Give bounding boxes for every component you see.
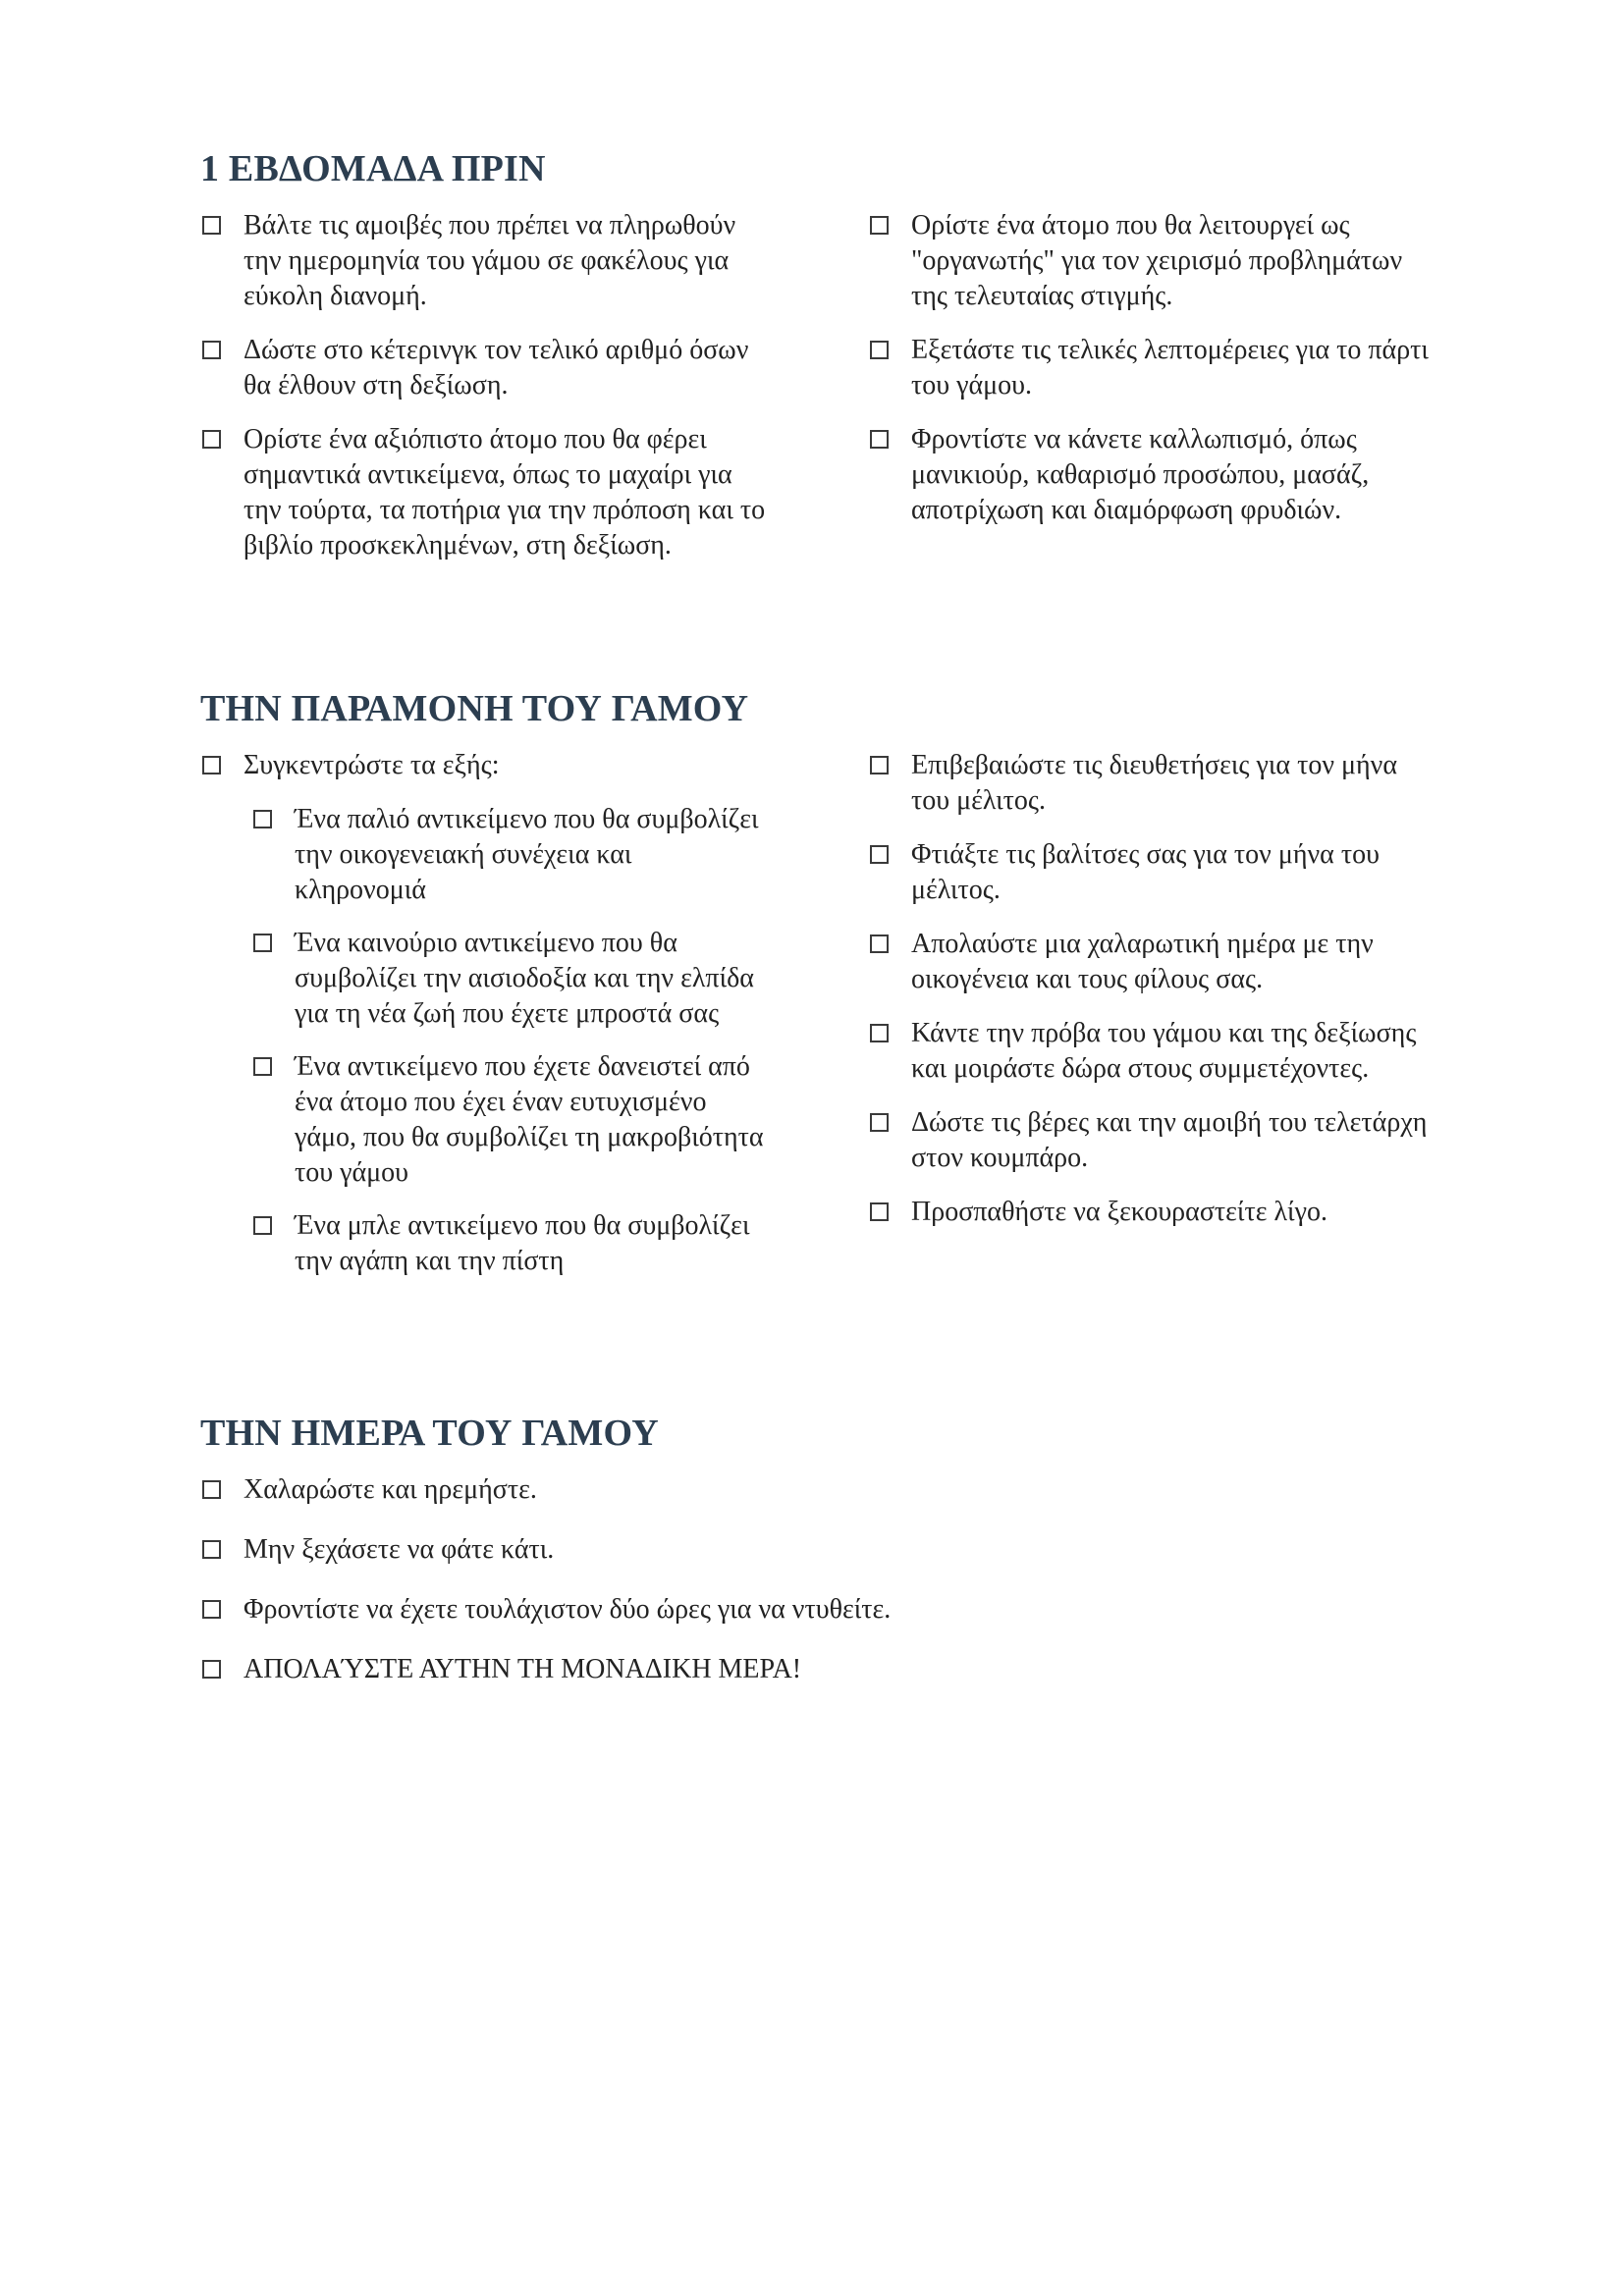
section-title: ΤΗΝ ΠΑΡΑΜΟΝΗ ΤΟΥ ΓΑΜΟΥ: [200, 688, 749, 729]
item-text: Ένα καινούριο αντικείμενο που θα συμβολίζει την αισιοδοξία και την ελπίδα για τη νέα ζωή που έχετε μπροστά σας: [295, 928, 754, 1029]
checkbox[interactable]: [870, 845, 889, 864]
checkbox[interactable]: [870, 756, 889, 774]
checkbox[interactable]: [870, 341, 889, 359]
item-text: Βάλτε τις αμοιβές που πρέπει να πληρωθούν την ημερομηνία του γάμου σε φακέλους για εύκολη διανομή.: [244, 210, 736, 311]
item-text: Ένα παλιό αντικείμενο που θα συμβολίζει την οικογενειακή συνέχεια και κληρονομιά: [295, 804, 759, 905]
checklist-item[interactable]: [868, 748, 1437, 819]
checkbox[interactable]: [202, 756, 221, 774]
checklist-item[interactable]: [200, 748, 770, 783]
checklist-item[interactable]: [868, 927, 1437, 997]
checklist-subitem[interactable]: [251, 1208, 770, 1279]
checkbox[interactable]: [870, 216, 889, 235]
checkbox[interactable]: [870, 430, 889, 449]
checklist-item[interactable]: [868, 1016, 1437, 1087]
checkbox[interactable]: [202, 216, 221, 235]
item-text: Κάντε την πρόβα του γάμου και της δεξίωσης και μοιράστε δώρα στους συμμετέχοντες.: [911, 1018, 1417, 1084]
checklist-item[interactable]: [200, 1532, 1280, 1568]
checkbox[interactable]: [870, 1024, 889, 1042]
item-text: Προσπαθήστε να ξεκουραστείτε λίγο.: [911, 1197, 1327, 1227]
right-column: [868, 748, 1437, 1249]
section-title: 1 ΕΒΔΟΜΑΔΑ ΠΡΙΝ: [200, 148, 546, 189]
checkbox[interactable]: [253, 810, 272, 828]
item-text: ΑΠΟΛΑΎΣΤΕ ΑΥΤΗΝ ΤΗ ΜΟΝΑΔΙΚΗ ΜΕΡΑ!: [244, 1654, 802, 1684]
section-title: ΤΗΝ ΗΜΕΡΑ ΤΟΥ ΓΑΜΟΥ: [200, 1413, 659, 1454]
section-columns: [200, 748, 1437, 1337]
item-text: Εξετάστε τις τελικές λεπτομέρειες για το πάρτι του γάμου.: [911, 335, 1429, 400]
item-text: Συγκεντρώστε τα εξής:: [244, 750, 500, 780]
item-text: Ένα αντικείμενο που έχετε δανειστεί από ένα άτομο που έχει έναν ευτυχισμένο γάμο, που θα συμβολίζει τη μακροβιότητα του γάμου: [295, 1051, 764, 1188]
item-text: Δώστε στο κέτερινγκ τον τελικό αριθμό όσων θα έλθουν στη δεξίωση.: [244, 335, 749, 400]
checklist-item[interactable]: [868, 837, 1437, 908]
checklist-item[interactable]: [200, 333, 770, 403]
section-columns: [200, 208, 1437, 620]
checklist-subitem[interactable]: [251, 926, 770, 1032]
checkbox[interactable]: [870, 1113, 889, 1132]
checklist-item[interactable]: [868, 333, 1437, 403]
checklist-subitem[interactable]: [251, 802, 770, 908]
checkbox[interactable]: [253, 1216, 272, 1235]
checkbox[interactable]: [870, 1202, 889, 1221]
checkbox[interactable]: [253, 1057, 272, 1076]
checkbox[interactable]: [202, 1660, 221, 1679]
full-column: [200, 1472, 1280, 1687]
checklist-item[interactable]: [868, 1195, 1437, 1230]
right-column: [868, 208, 1437, 547]
checklist-item[interactable]: [868, 1105, 1437, 1176]
item-text: Δώστε τις βέρες και την αμοιβή του τελετάρχη στον κουμπάρο.: [911, 1107, 1428, 1173]
item-text: Μην ξεχάσετε να φάτε κάτι.: [244, 1534, 555, 1565]
item-text: Ορίστε ένα άτομο που θα λειτουργεί ως "οργανωτής" για τον χειρισμό προβλημάτων της τελευταίας στιγμής.: [911, 210, 1403, 311]
checklist-item[interactable]: [868, 208, 1437, 314]
section-wedding-day: [200, 1412, 1437, 1712]
item-text: Επιβεβαιώστε τις διευθετήσεις για τον μήνα του μέλιτος.: [911, 750, 1397, 816]
checkbox[interactable]: [202, 1600, 221, 1619]
checklist-item[interactable]: [200, 1472, 1280, 1508]
item-text: Χαλαρώστε και ηρεμήστε.: [244, 1474, 537, 1505]
checklist-item[interactable]: [200, 1592, 1280, 1628]
item-text: Φροντίστε να κάνετε καλλωπισμό, όπως μανικιούρ, καθαρισμό προσώπου, μασάζ, αποτρίχωση και διαμόρφωση φρυδιών.: [911, 424, 1370, 525]
left-column: [200, 208, 770, 582]
checklist-subitem[interactable]: [251, 1049, 770, 1191]
checklist-item[interactable]: [200, 422, 770, 563]
item-text: Απολαύστε μια χαλαρωτική ημέρα με την οικογένεια και τους φίλους σας.: [911, 929, 1374, 994]
checklist-item[interactable]: [200, 1652, 1280, 1687]
checkbox[interactable]: [202, 341, 221, 359]
item-text: Φροντίστε να έχετε τουλάχιστον δύο ώρες για να ντυθείτε.: [244, 1594, 892, 1625]
section-list: [200, 1472, 1437, 1687]
item-text: Ορίστε ένα αξιόπιστο άτομο που θα φέρει σημαντικά αντικείμενα, όπως το μαχαίρι για την τούρτα, τα ποτήρια για την πρόποση και το βιβλίο προσκεκλημένων, στη δεξίωση.: [244, 424, 766, 561]
left-column: [200, 748, 770, 1297]
checklist-item[interactable]: [200, 208, 770, 314]
checkbox[interactable]: [202, 1540, 221, 1559]
item-text: Ένα μπλε αντικείμενο που θα συμβολίζει την αγάπη και την πίστη: [295, 1210, 750, 1276]
section-eve-of-wedding: [200, 687, 1437, 1337]
checklist-item[interactable]: [868, 422, 1437, 528]
checkbox[interactable]: [253, 934, 272, 952]
item-text: Φτιάξτε τις βαλίτσες σας για τον μήνα του μέλιτος.: [911, 839, 1380, 905]
section-one-week-before: [200, 147, 1437, 620]
checkbox[interactable]: [202, 430, 221, 449]
checkbox[interactable]: [202, 1480, 221, 1499]
checkbox[interactable]: [870, 934, 889, 953]
